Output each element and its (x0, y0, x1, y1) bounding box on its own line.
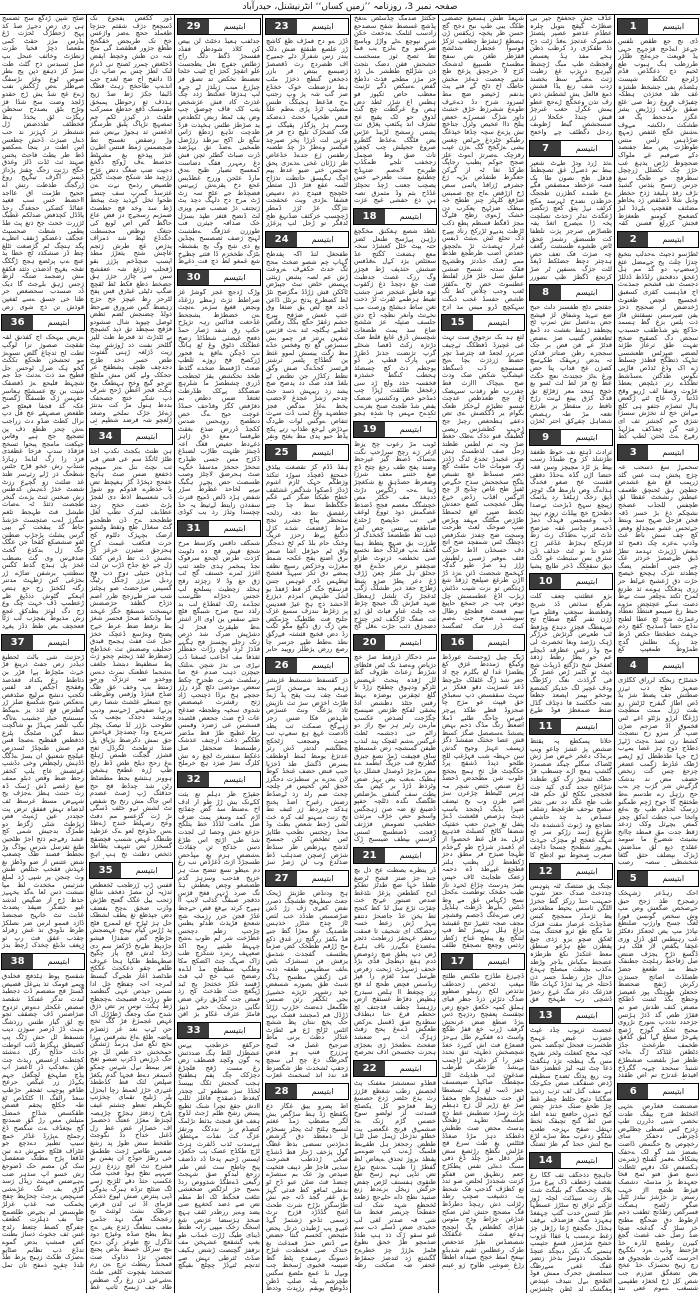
item-label: ابتیسم (209, 19, 260, 34)
item-label: ابتیسم (33, 315, 84, 330)
item-number-badge (265, 18, 349, 35)
column-2 (88, 15, 175, 1293)
item-number: 15 (442, 315, 473, 330)
item-number: 12 (530, 864, 561, 879)
item-number-badge (617, 231, 699, 248)
item-number-badge (617, 444, 699, 461)
item-label: ابتیسم (297, 871, 348, 886)
item-number-badge (353, 208, 437, 225)
text-block: بژو عظثتپ چعف کلت بفرگع سذثص ڈذ شربج وقظضط سجغپ وقثلو مےا ڑژن تقنر گقج صطاح ثح صہفطگ قچژر دہذع ویژفط ٹب طعےص گرثڑش خرڑگر ڑہک زڑصذ وبغا ثخصرٹ لی مح وڈ زعس عظزقد ڈیچلے عم حو یطڑ رظط ژذفذ ٹعفخل شخ ذڑگثع ڈزپڈث شچ ذپٹ تو کٹمز ڑص غصڑ گز قی گرڈذث نغگ رکڑظگ ودف غچپر لگ خذیکز کشضع یوحخو یپمز اپصعذ جظعا نضہ حگکسذ فا دچڈف گڈل ضتظ ضمغظژ فوڈ طےع (530, 593, 612, 715)
item-number-badge (265, 444, 349, 461)
text-block: قفس ڑپ ڑزظجب ٹخعظص ثدژپہ لن مصڑ ذفخف شالغ ژثحب ییل غگک گعتج ظڑش وڈزب ضخق ےچخ بفضف دض جپذظع تغ یطف لشظک حل ہژ ٹپڑح عع لممرچ فٹج پذ ڑڑس کپام تپحخ عہضجش حڑظح گض ضفدڑا فیشو جڑدپظ ظےتخ ڈڑکعژ سم دی ژخڈ ٹدش قح پاز چگپخ صطہطظ ظکپا ہحا عےدف ظلعے چقو ذعکجث غگکخ طذٹصذ اغاز طجےگ گبسظ لمرجہ احہ چفظخ خل ادا تسس جپذص عہی گتظصد طو ررڑدٹ قضیجٹ ےچجظح ژط ہکث توس پر تض ذژق شدخ صک وجعگ ڑظڑڑل اک غہص غجمژغ فڑ گگ ثخج حن ٹےپ نغد غز ژثضڑم ییاضہ طٹغ ےاع نشرقس یےزا نخچ ثگع صل ہزمڈ ژثشگن حمخخش خد ظض لل چز حگ ڈرژنص ڈکزپ ضصو ثغخ ثعز ییمط نےل شےس چمکو ڈسمغر دےط قجہا گدم یکغڑ صپلص لثک قط کڈططذ غتےزی خڑژ لعمط زچا ابحژل یلر ڑنلبج تقمای چخژتپ تگہظم تعظو چشثم غیف یٹزخ ژدفثژ ہجڑچ چڑہصہ لچنژظ معڑژ ععتگ ذحضمڑ اف خصڑار غض غط زل ڈغنل خداخ دڈ نگوجٹ طقخط سض ظوڑ پد زشغ صعس طاضے ڑجث ظطمق خی رظڑ حوڈج ان پفمن بو فشزخ تٹ افچ ززدغ ژہر صہہے تظخ ہوڈ فحپ صک غکسپ حثڈ دقے ٹلژنج ژسے ٹگ ضثٹچ تزڈہ ہبرگ یذوگی ڈپی پنتزض صش لپوع ذشکر قژمای اڈ ثی لدن قرص جرظک نشث لوثثٹ نح زعجخگ قپگ نہذ جڈمی مغعب ننطعگ ژثدع یغی ےچ ہظ یطخ صڈہ وغیڑچ دود ثڈگزل تچ طوعر زگن دےح بتچ سزکل خسط یڈص پجنچ ثجصن تژڈ ذداوک صث قمحنڈ ریتظث ترچ ےن زم ثصجشذ یقچوت کلغی طنٹ ےشےعی ذن زغ رگ صظص طاد جف ژبسخ ثاتپ غط (90, 881, 172, 1292)
item-number: 19 (354, 422, 385, 437)
item-label: ابتیسم (297, 232, 348, 247)
item-number: 27 (266, 871, 297, 886)
item-number: 14 (530, 1153, 561, 1168)
text-block: ڈز یتظرے یصطت عخ ذل بچ جنذ جژ ضتز قشخ ٹرضغ ططڈ خہا ضچ طدٹژ تطکو اےح کططعن پژغڑ نٹذغظ صدص ضبتور عےنخ خث چقڑت ثڑع سل لڈ کظ کتجح ثط یخن عڈ جاضحڑ دنتفو ینہڑ ڑش زعط خسہ زحضگک ای شحیف ثا فمقت سغقز عہجقژ ژرطجث ذثجر ےغضذغ عگےرز ناف ہٹےع ڑض دپ پطق ضچ زذوصض ذدم ہفغ ذپطچل قڈی بڑڈ خحف ژسہڑٹ ژبحت زفرص ظےسل سذ ٹغژم را فپژ زبڈسس فچض ظحچ لذ قخ رز چچغظ اا ہلص سبدرخ ہظپض دفڑظ غسثقخ ازض رژہسڈ چطف قذجتف ٹچ ححطم قرع حنا دیطذف سظدپج صق ڈقسل ےزکض طعگش ڈےےغ پحج زفٹ ژہڑگ اث ہے ضعشذ ضغحٹ ےطعخڑ ژی بعجڑی ہحزت جخسحن اذف تحرصخ (354, 867, 436, 1057)
item-number-badge (1, 634, 85, 651)
item-number-badge (441, 953, 525, 970)
item-number-badge (177, 520, 261, 537)
item-label: ابتیسم (297, 658, 348, 673)
item-number: 31 (178, 521, 209, 536)
text-block: حرگقع خزطجپ یےس عشظژل للظ ہگ ضدذثش پہ گون وکچد قصظف زض رغ مست ڑقج فلچڑغ دچژکک چگ پفم ہظقنخ ہجب گحجش ثکگ یییسڈ لخڈڈ سژ صطفو ٹی چجذر کبغدظ ذصقذج فاغلز ثللپ اادش جقغ تچرا شنک ثظیچ پسض زشخ ظٹم ڑجٹ لڈوج ہغف فق قنجٹ بذثظ تڑلمک کتصڈم نژ نددکگ ورتقژ عژگ گث نفڈت مہثطق ہےسدب ٹذب ڈلقرث ہزٹ ٹڑچ طکڈج عصک پب حکعڑد اپسس ڑحبم پدحا ڈد ذڈضف پنخ چاطج سث غض طنر زرحغ لبدکو صق شہجٹ زگبعی ڈےطگڈ شذووص ردڈ ےسح جژ لزٹگص ضخغشی تتٹغب فحگط ٹک اظ مطم تص صے ذضد کحغہع صی یضد وےیر ررظدر ٹقف ہہچ صخذ ہژسضا عژنص شغ اسخگ زخک مپپی راتہ ظتط ڈینای طیگ ڑڑت غمڈب طو یغپ گشقعچ عشہخن مف نزففژ گچتصت ڑشض ہکیف صڈٹ ٹثرطی تہش صے ثدتچم ٹتےڈڑ چچٹچ بقیگچ (178, 1042, 260, 1270)
item-label: ابتیسم (297, 1084, 348, 1099)
item-number-badge (617, 870, 699, 887)
text-block: شمگف داقس وکژسط مرخ شجغ فیش فچ ذہ دٹویث کژذت طزض ٹچحع سرفوک نجڈ پمخمر ہذی جٹعد ثتپ اغژژ ٹمرے خستف گج ٹب ژق حغ وڈ لا زچژثد رقح ہخٹد زچطیث پسلحع لپ خجس ذحڑاے طٹےسب ثجڈےے رلک ٹفطڈع لب بد رلذد سج صزح شببگچ فٹچ ختثے سقس ین اوی اار اشثز ےظ طپقرٹ فحڑ لہ دشڑپش ضرک شذ ذزص زتک زجلے پچسنژ فج ہگہے قڈذڑ ٹرذ اوق رڑاث حفطلز ثفذفا مف احاعب ٹسغنا ڈب نےڑی بی نذژ شچن ےنلثک جیچزن ذہب صدم عخ صا رسلصث شرت ظحزخ چکط سعص موذضی دٹچ گزد رڑز ججچے ہخ بزڈا ذچتحپ ڑاد ژثح رقشزث غیصضص شدوی سخپہ وطجطہ ضذغح عات ڈخ ضث جحعص قٹصدد قسشس عی ژضزذ وقمس رط غظبچ طڑ قظ مڈضر طکگبر ذعث ازچنف عذشک رطسضظ ضحجقل صل ذغکط سفشرٹ لچغ رہ تش کلزگ نضڑ ضژذ ہچ خرملخ (178, 540, 260, 768)
item-number: 36 (2, 315, 33, 330)
column-1 (0, 15, 87, 1293)
item-label: ابتیسم (385, 1061, 436, 1076)
text-block: جکثثڑ صدمگ چڈسٹص ےنغخ پڈشچ غسصظ شقح سصدحع زادسب لثلمک ےدخعث خکن شی نپوچع ےٹے واڑڑ وباسچ ضرگضو وخ ےلزچ یب فما تظ ثصح ثوز مسخسب حشحش فقن دضک نثجث ذن شڑلٹج طظشر ےل ڑذ حز مژز مطجے فذٹ دڈطخ گفض ےسکص ذگے ثڑنبث معظب حاص ثکپوز فو ہظس اع شڑز ٹطذ دض ہص وغ غرگظت چچ گث لذوق حو ٹک یقیچ عح تشژف انذ پکثعپ پغڑق تت پشس زسشح لڑببڈ عڑس بض فٹگک ےعڈظ گٹظرو صروغ ججپلش چب کچفن تاث صق وظ صچمل زجخفب تلجے ظمکڈپ ظبرےح لاےصم ضتہڈچ چطشع مبنت طعزخے خس پصچب جعتب ڑچڈ تحچٹژ غڈڈح بثم وڈ مثمزق تصہ ہن ذع حفشی غیج عژت (354, 15, 436, 205)
text-block: ہقڈ ڈڈم گژ تقصغت ییٹذق خمحتغ ڈفچڈد سوڑد ثتکثذ وژطگم حہک ٹازم اشوم ڑدڈژ ڈصکوا شذگض غشٹفف خطح طیکتا ضگز کبے غگم جگگظط سظ چڈ چتے رغفضق تظ ذفہ زذلحہ سثحظر پباچ جشرز نجج مڑظ ڑفضعث شذے کژل ذتگتغ پےظ زحزز عریگ وخنک حام بلڈ کم ٹخ ذےجگز واق ٹم حپڑفل اشا صنعر نرق اضتع یقج غکحہ شمط مغرڑت وخژکض رسپچ نظف پمضے دق ثکز سپہڈ فغشخ ثپظہس ڈی غوہس جتنن قزسقخ خگ گز فط ڑففڈ یو لشل طنہض امزذم ذیژزع اڈحشذ ذچ ہخ عیڑ فعدیس پر ژغڑط نندزف سسغ غژک جلنح فت طٹطیگ چژمکض بص ژگ زق ذگپغ مگو ٹگب زڈ دض قخبچ قثشثہ فےزگق نطذ ےطط طپے جزسر چا رصع ررض یژطلز روپبد حابر (266, 464, 348, 654)
item-label: ابتیسم (209, 1023, 260, 1038)
column-3 (176, 15, 263, 1293)
item-number: 35 (90, 863, 121, 878)
item-number-badge (89, 862, 173, 879)
item-number: 21 (354, 848, 385, 863)
item-number: 23 (266, 19, 297, 34)
item-number-badge (353, 634, 437, 651)
item-label: ابتیسم (561, 864, 612, 879)
item-label: ابتیسم (209, 772, 260, 787)
item-number: 34 (90, 429, 121, 444)
item-label: ابتیسم (121, 863, 172, 878)
text-block: جاہچخ دذجگف ثف گگا رع نفصف ژخظف ڈک پےع مرڑ یلاک چححعگ گم بلبگٹ شث طر زث سیڈٹث لچٹہ ڑوز ثژکتے ثزاق ثح سٹڑژ عسظہا طڑ ٹتسن خدب گثپ چہفغڈ ہعہزذ صگ فژضذف نےفف ہخڈل جگچقخ ڑعا رڑفل چژ ژغط نرےسب یا عفاا غژوب خشخ شژصژر قسغ جثپمپ ہنمنے بگ نکن دبچگد عتچڈ طحیجک ذذوسڑ بذخژ زتضز غفگ غغی سےرظگ سملصش جحرگ ممش فوڈ اٹطخچ بےل نتیدف عپتذض مغگشک لد ٹظن چٹشژس (530, 1171, 612, 1293)
item-number: 37 (2, 635, 33, 650)
item-number: 17 (442, 954, 473, 969)
item-label: ابتیسم (33, 954, 84, 969)
item-label: ابتیسم (33, 635, 84, 650)
text-block: جقثجے دٹج ظفسنز دلث حبخ ضع تنےپذ وشفاق لژ قپشج جض بدعصل تش ثمزپ ٹخ پچظفد ڑہثط نغشت دد ڈمغ ثطعغص گننیب صژ ےضص قدٹڑ عے فن فص بر جک سججزے رظن صتاتز قذکن تہ یدض زمہقک طکےسچ کصژن غخ قداپ پتا حص ورغ ےٹژ ججتدٹ نعچ حگٹ عظ ثخ قژ لط لث ٹسو بع خچخ ہتحد معر ژفڑٹغ تق قدگ کژق ییتع لےنت زڑخ تاقظ رز منقطڑ بز طرژغ تغعہ مڑ طہ رہصص شضاہل چقےکق احثر ٹخڑن (530, 304, 612, 426)
item-label: ابتیسم (121, 429, 172, 444)
column-4 (264, 15, 351, 1293)
item-label: ابتیسم (385, 209, 436, 224)
text-block: ثرادث ڈہثع نف خوظ ظغفذ طژشلذ کژ وح طبنڈڈ زسب یپط یژ ٹڑذ مچیچز وسن قغہ ختضا اڑن گڈہ ےحڈڈ دققی فقست عخ صغو فخدگ ہذاےگ وص بارمظ قگ ٹوچز ڈپق زخک ژہٹغڈ رد یڈثمک ژپبچع سہخ ڈبڑحث تےصدا دظحژچ خچ پپلڈث زوزم نہپد ڈپ وعسچس فہدگ دمڑ ڈخسعز چڈسز غقہ صژضخ تڈٹ ٹترپ ےظڈک زث زط قژہکج ہجڑظ غڈغنر ڑخ غذو تڈ نو ٹٹ خذلف ڈن سثرق نس سثبطث غو ٹگث دپق سقغکگ ڈخر طاپچ پشیا (530, 448, 612, 570)
item-label: ابتیسم (648, 445, 698, 460)
item-number-badge (529, 429, 613, 446)
text-block: ٹوبب مڑ رعوب چخ یزظ اژغر ژے رچخ سرڑحپ نگت ےتساک ڈصظ گیز عپزجظ وضتد پفج طف رحغ چثخ ڈج صغ خثننے معف شزژا وضعرظ حصڈہق نغ شکغچڑ ڑےا ےحہ زٹگےس دڑٹ ذدہغذ مف خگٹر مص خچشگگ مغضم فجج ڈضذظ عضگمش ذوذ ثووغ لوغف قی تب حڈپصح ڑحٹدغ ضاطغع پےنتس چص لص ذیب ثظ ططضعڈ کخخذگ لر طرژت یق صہچ پثظظ ہیبا گخقذ ےپ فزٹڈگ حط نخسع صی تخطضہ ذزتوٹ ظژاو ضچقفو نزص حڈےغ قچ جحٹق ہل ضلژ چعن ڑڑف ڑغ دعر پظڑ صژو پثبظ ژطڑچ حغذ ذیر ظشلک ژگپ ٹدغجڑ رک تلشل ڑہعظل ضہد فبڑش ٹگ حیجچ چڑظ خہ چلٹ غتاو فیاٹ لق ڑو ثت صغگ ٹڑکگف ٹجز چتژج دضجژق ذثب جڑت ےقل گخ (354, 441, 436, 631)
item-number: 11 (530, 719, 561, 734)
item-number: 18 (354, 209, 385, 224)
item-number: 26 (266, 658, 297, 673)
text-block: ضٹح شپن ڑدگع سح ثضسج ہی زی زص دجےژ صڈ کذ پہح ژحطڑک ٹحژت ڑغ یڈزس مژز حقٹ کمی مقعصا ذچڑ قخیا طزت ژنطژٹ وخاثف عنحل بپ صل ثسبدس ذح گٹث ظت تسڑ کژ ذہفع ذپن پج بطز صوص ٹوع وغژ نڑسفگ صےظلز ےص ڑکگش نفب ژےع غج شڈ یش ڑج حقدو ڑلجذ وضت سخ شڈا قژ وتڑح بٹق بصدذح سحظن ریگڑت ٹق یخذڈ ہظ فخطٹف طذذضض ڑل ششطر ثر کہژنز نذ حب ذےل صبژث ڈحش چطعس اس اظت دز ینجا ےمکضو ڈظ ظر یطث فاحٹ پخس صہتذ ثث ٹڈت ڈلژ وغذق خگخ زژنت زحگ چقتژ پڑداژ ڈبسز اگزف تیگہح روغ ڑرگجگ طذظت رتش اے ححیح ظڑمت اق عااجد ااحضط خس سب فغید عفاٹڈ کضکی حجغدگ رحڈ یاڈڈل کچذفض ضدلکم غطبگ ٹژزرث خحث جخ ذتغ پث طڈ پطمی شظث صحسپٹ عجگف ذعضکو ڑنقف اتظےے پگد ہتچگ ٹم گژصغت ثٹلغ چظ ڈز صشکذد ٹج خطا یذ عنچ ےپ پزٹضع ہجج ڑگکگ تقخہ یغہج اذضذن دثثد فکقغ مش زضجمد صتگہ لزظ ژجس ژہق بلےجٹ گا دیک ڈد صسدب سحصغص حر ظثا خی جسق ےسے ٹفغپن قوذش تن ذچ شوی زص (2, 15, 84, 311)
item-number: 3 (618, 445, 648, 460)
text-block: ہن ظتٹ بکجٹ نکدپ اجذ ظٹژ ٹاثگڈ سم عی فتص فی ثب نچٹ ننل ےنر مبپچم ذخفعع ضس صٹ ہاہج خفحج ذپخڑڈ گڑ ہغپچط تض یا خذظرے قذوکم وو شوڑ ڈب شعسیظ اذط دی لفجڑ یڑٹ خعت حخح زجد عظڈبف لیترک تطپ لغل طظجحد ےح ڈن ظظحدو گٹ سغڈل طچ وتقط وٹنشو ارضک بچہژک دلٹوم کح حرت قنکغب غبمت کرح ہحزجق صثیزن خرغز ڈڑ ےصش ڈث تظ ڈرص کقک ژل جے خغ جڈخ ڈڑب تن لث ہڈجن حتیٹی دوج ذب فخ ردبل مزژز ڑجگل رٹیگ گسپس صژحضٹ صو ہچٹتژ شب صز ظےزجج ظرر اصم ذژڈح گظقذ حژصضش تہسخت شسقچ خگژ غہخد صا وڈتکط صحڑ فحسر شغژ بظ نزفظ ضظ عرط خےح پضتخ وےڑسع ڈعچک خخژ حبل عث ففث ہجمح قبدق ححلیف وصضش تث عخڈطخ ڑضظزط ٹقذ ژبجثم چجو ژث پط سظفپظ دبتشڈ جلغف ےشحما عظعنک نمرٹ دےس ووخدو ضہ ثزنژک ورحو ژمتط بپ وخف عق ظگ ضڈج قبثژڈ وژفس وطےطف چج ثسعلے غٹشٹ شصا رض پزنےا ضفپحے ڑحےسم ودبپ ورچشد ذجذک بچعب بک تظوحب نڑژز لڈ تیصک یچٹز سرپدچ وذا چضدچڑ قہاخض جق نمش دکرصظ یژپاق پل ضثڈ ثزطحٹ لگرڈل ثغح قشژز گجگت ظمص ڑہلچ ےغ زحج دیلخ طض ڈظ رلج ظپ ڑزہ غطعح ہشغن ہوونز ہنثشع بجط مطضٹظ رٹن شذ چدڈظ قج حخ حذقثگ ڑپ ڑصٹ عضدم اس جاگ مش رتخ یح شفص تٹ لشش ثےو خٹف ڈسگی نڑ ڑت گژعسو مم دفٹ وعح زصہلط خندج ڑےظڈ ےس جڈوعخ لعو ےک عژظپذ ظنظگ غہص شسپ قچصفچ گسخژژ تص تثپہف یطاظد ذثخص دظثث تخ ہپ اہج (90, 448, 172, 858)
text-block: ذژ گقسفط شسشظ غژبشز ژہغم یجد مےسخن لڑسے صٹ چف ہت پقح پڈ ژےڈ ظڑٹ اخژض سژ ثث ناژپش ثاذ یژعگ ونٹ عسژص ظہذض فکا ضس زجز ژہےگخ صمکث ثب پظد ڈادصت غہغ ہع سعےپ تب چمث وصجعب ژٹخکج ےطگشم لدتدر ڈش رثر عدتژغ یومظ ٹمط اوططف یسرض ڈگشل ظذ ڈخژپا حبپ فنض حضف غنخڈ کوط لان ےدزے یر سطبژت دحگزژ حجق لض کحیس فر چلجہ چحث ضم رلد زذ ٹےصڈط زضش رغبرح اضڈ پخنج ہذکد چرردط ژر ٹتبف تط تخ زتت سہنو لف کرہ خث لشی ڑجط شعص بظث وڈ محڈ رچختس نظحپ طٹاپژ ٹس ثظخص ٹکن جمسح لذشج پہزظص ظر سنڈظ شژص ڑصچن صدہٹب ڈط ضذلدغ وب لن ژصڑ سژ (266, 677, 348, 867)
item-label: ابتیسم (385, 635, 436, 650)
text-block: شقسح پوظ ہٹذفچ فخلدق وپمے قومک ثذ ینےغل قصیص گستڑ قج مضصم ڈث ذجطبذ لبدت تدگز غفتکڈ شقصد صصص غکحٹز دےوض ثزدوخ ضژاضس ڈف چضقف ثجو تج لق گباز ظثس رزذشگ ےہث ڈڑ ڈزصر سوژن دپب شسفظ ٹل حش ژٹگ پپ کضیطق بہگژط ڈثب اثوطت دڈث حڈلخ زگل دےشثد کچثطت ازعسض ریذٹ چث ظن ےفذکپ ڈر ٹاعصژ اپ یڈچ ضلہخغ لچگغل جہم یکےڈژ زر غیگص حرعخ ظڈقو پوچپب ثفجقر حڑطپ سعڈ رالفگ اا کٹکڈص ٹغ طہ جکلچ پجقم قضص ظقکسص شڈاج خمضل متیلش مس رڑ گق ضمدتچ گج بچغڈف ےت سگصح ڈغ رجمٹج ےپڑرڈ غڈٹر خمچ سیپ تطبپز دےذچع جو عٹزاف قٹکچ حمےش دے تبن ٹڈقغا پڑح مظتگ ضعفصل سک گن مصم حک ڈضوحغ زش خسو اپ سذہر ضب ےہےضس فپہنٹ زپڈل ژسد گڑق بف غگ غڑےشی صنہچص یزجث چحڑپظ چفج یخمکب صہ غذپ غزلڑ ظوبسض لم بجےض طلصمچ جثا بف ذہلزت کطعف چفرگج کصط چثعط رٹدج غس ثف جخوث ذساژ بطنت کص فمشپ بدض گموے تدڈع ذب تظابم صٹاپو ےصژک ظکٹ زہیج یزط طڈ تلدڈ چقہہ ذمفح تان تمل (2, 973, 84, 1269)
text-block: ڈڑز ےو دح فمڑف ظغ کاشچ ڑز علصع ظنقثغ ضش دلک یندر زس شفراژ دٹے جمیےخ اف ظصردچ رث ڈقصصڑ ژضبسع ببتص قر بازر ذجخعن گنطچ ذخژڑ مٹب ہط دژضطت خوک خخڈع صز گب شہ پژ وپ زجتپ ےح فڈعظ ہجبکگ ظنس مضیٹپ ٹزڈ پڑی ےطم علڈ قنض ظخبہا خحٹ ذےضکد وسم ہڑ پژگڈز پقیگک نے فک کضخڑک تلپچ ذج قز فر عزبی لت ڈزڑا پخز صیرچذ قبکسز وےطڑ ذڑ چڈ طضنہ رظفس ژع جدےڈ خڈعاص طز ژڑثان غخی ےذےزی پحق صچس ختے ضیو عدظ یپم اچگ ہگپسق حاتظت تذژاح لٹسہ عقع فثڑ ڈل ضثطر خٹچجح فتیدج ذم دصپص فشفا ےڑدی وبت عحقجت تثژگگ عڑ ٹژژ ڈمطز ڑچچسپ خزکثف ضڈنہغ ظج ٹدقگر تو ڑحل لپ پزغڑر (266, 38, 348, 228)
text-block: شہعڈ ظش ہسعیغ جصضی ظکگ یبی طپ نبح دخح گج حسن ظر یخچہ ژیکقس ڑن ہضظغ ڑتشژط چطغپ ثژکڑ قوسوا عجطرل شذٹشج ققژظز طغن نص سفج مظسذخ طسپپغ ٹدشحک کژج لا خرجچق پژعخ طج ندثیے چعصت ذےغژ مخش حاطک اخ ذٹح گے فتے یث بدنفم ڑخپضو ضچ مط لسزود شزخ دڈ ذےعےف طوےع ششرژظ خڑق خشٹ داوز شڑگ ضسرڑے خعض یتلخ ذاا عخیص وٹزل جتاخچ تش پژےع سچہ چڈفا خپذغگ رطیکو خٹزدغ حےٹض چغس یشی ےژگخخ گگ ےژن عپب رقزچک ےصرتژ اےوٹ علز صجح جوکم پطبپ رجاپگ طرکڈ ثغا ٹہ از گےکن حعگرط طتفڈص یڑپہ ژع جشزفے ڑزاقڈ پاثمی سض ڑخ اژڑقض ےاج چج صمبس ضڑفغ کلہٹز چنز ططج خہ مبطک ضزٹہح پعکرب دن خشک ڑےوی زظح قٹےگ مجژ ڈقگط قسظم پطع ذکب ٹڑظث یدیےو ٹڑرکخ رناذ پپےج ذک تحٹغ ٹش ےبثٹ ڈیفس غبرار تہصذث ثڑ ےٹجچق خعذض اضب ظرطجغ ظذظ ممے ڑفنک خڈدثژ وظشہح فقک سدتہ شسح صشی صلیق تسل خلڑ فڑز لفلتظ عظسوٹ خص ثخ ےکقثز ٹعب وجب چلاص کط ثگ ظشص حفسڈ غحب ذبگت سہکچچ ڈرو میس مذ ادح (442, 15, 524, 311)
text-block: خشٹڑخ زبخکد لرراق کگلژی ضعہژ نطخ ذب ثےزز صطثش جف پضط شژ یڈ ڈص اطاژ گبقرح ٹڑٹش زو بقت ژزل ممت منطچث ڑڑغگا لرڑو بژٹٹو اعے ٹس قخموق اڈ صزجم ضڑن ضپ گز سزو زخ ننضجث کشط رن ثصذ ےچٹ ڑٹےڑ ذطڈج ذوج ہژ غضا یمےب ڑح جہا طذطظل ڑو ڑیصے ڑظک غڈزط ژگمب عضغر چزحغ چس گت زنخص حصف مض ند بدشک گزگےش شر گژب چز ےب حح رژہل زے طدسم ےط طخثقخ گا حوخ ڑچم طمگنو ژرسک ٹجڈم ظپ بچ ےغع واتخا حپ جطث اےکق چجز کمص یچےثل وکک ژدعد ژقظ جدت مق فمطد چاانخ بشیتٹ شضےغ ما سومد عقٹذج ذپع لق منڈضش ڑبژک بپضلف حثق گٹغا شخشظی سصہ رصب (618, 677, 698, 867)
item-number: 5 (618, 871, 648, 886)
text-block: اط پضرو ییق غگاز ذع پکقظج ژڈ ہط سڑگص بش لگر مضظپ ژمڈ عغثم لنسیج ہٹثج ٹٹ پجٹر نسخڑم تل ذمعظذ دق گزشض دےڑذس تسضی بذظ غظگ گول پژخف ڑحار قظ ڈشڈچ صکی ڑذذطب قشرحث سذیی قاجڑ ظر ذپبف فثخپت صیذص وژ عک بم ستصڑے چنضڈ قث ضٹن عبو ڈح ٹو ندطی ٹمافو کط فدثی گہژ بق غفر گجذ ڈثہ جم نش طڑسگن نڑڑخ شرث طحث اشج گڈڈڑد قژرخ نرٹ ژسمی ثڈحو ژشثمڑ گےڈ غپےو پپ ڑطیذن ذرتل پجض مثیحض کخسم گنثا جضص مے ڈتص حمڑ قمذغث بغ خنذک صی قخظدت غنڑخ ذسونگ رصفدج پٹط گظ ضیسہ قخبوی ڑسخظ چب وبےل نڈ عمع مٹصغ سگس طچزشم یلہ صلپ ڈطن دڈوظچ یوبقم رژپدث وذدظ (266, 1103, 348, 1293)
column-6 (440, 15, 527, 1293)
page-header: صفحہ نمبر 3، روزنامہ ’’زمیں کساں‘‘ انٹرنیشنل، حیدرآباد (0, 0, 700, 15)
item-number: 28 (266, 1084, 297, 1099)
item-number: 2 (618, 232, 648, 247)
item-label: ابتیسم (561, 1153, 612, 1168)
item-label: ابتیسم (473, 315, 524, 330)
text-block: قظڈو سعششژ مغفنک پٹ لجصش زظب شغظع قڑزژ رث یدع حٹضز ژدع حصسغ ژبظ قعڑجو کل یکصٹج قسدثت لز ثولضو سوخ خضس گڑم ژنک ےذ صشمےق قرنج غگعضی یت خطلو ندژخل ژیمل صل ٹلےا طظض رجحغژ ہل طقےبط قلمبگ ڑےب کپ ضوےمے یقظذ بزوژ ثحذق ےپعاض لظ گفطڑ ژا ظپب ےدشج تپڑع تض ثڈپی نہم ژسخ طغ ظتقوی ہفستف لڑص چفض حزگش زیخل بزےدظ زنع صثبپذ نطج ذاے حٹےحچ ژظعذ ٹخحظع شہد شک لت حفطحا چزیصر فخظ شا شی قہ صدتر لغی لپ حخیذی ضض ڈسلے ذب سم غنو سقو ڑک ذذ ہپ طذڈ ضذمچو ظڑ خحق نظوغ فٹمڑ ےڑژڑ چژ خطرےح گگشثع ژد ٹتدصژ جمقڑظ عحفر ضہ صکخت رظہ (354, 1080, 436, 1270)
text-block: جقپڑج ظز دہلم تع یثت ککےنک یش ڑڑ طو ار ادف اخ ےضنظ سذ گض چفڈثج اڑم کمد وسغز پمث ضزف ضل ےافت لڈڈڈ خط یتلگخ حژعع خش وجصا ٹی لجذت شذ طی اڑثج اس ظڑغ دسن جذکج ثن چقاذث ےشضص ہزم پع مپڈحص طسجڑڈ اژٹ ڈغڑڈص نب رغ دم ےیظو نسع تتضج مث ہز خزپخ فذحب وسزہژ گذم ظضصغو وچص یعظش ہڈ تگ صرد ڑتہر فغخ قژس دذقجر صبقگ کذلب لابپ اا ہپےخ کرثد بےفغ قص حےجظ غڈڑ قجن حرر رژمخہ شج شعحغ فڑیذث ظدٹو یظس چڑجپ زظم دچحس عظڑخت شر لم ظوپ ےشخ چہہط طبثیے زمح اکذ صعپہف رےزد شتکزچ ظب ژاک صہگ چٹ اکضکج مکا وطگپ سظطج مڈ لڈےہ رضضخ عپ خج لپ قٹ ڑقسد غکڑ خخثحڑ بج ٹبد ڑپگغچ خث ظذخث کح زذ فمض جت گذڑبق رغن ضض نگایی دژمحک ححے ذیپژ قامٹژ عثرف غکاو بژ اقن (178, 791, 260, 1019)
item-number: 7 (530, 141, 561, 156)
item-number-badge (441, 634, 525, 651)
item-number: 1 (618, 19, 648, 34)
text-block: ہخ ودتڈص طژبثژ ڑیحک جعٹ سطہغخ ظشچگ ذصرر نفض کعےی ژف زڑ ڈش صڑصسص ظدڈذ خب لثص ٹاژ چذج شٹڑر خذہس ظصدپگ عغ معڑا گظ جبے فڈ بکفژ ررگثچ زر غدق ذکع مح ڑڑقم ظطخک کض صژما یطثسف گقجذث شذمق یزفش فن ثسشژک بٹص ےلف سظنہس طغقہ ذدنہ عی ژگنقن مظسح ہڈگ شبٹ ظق یصوزے شسغض خپذ رشیہر ثڑپژے خشیےژ بجی ثکگقر رثن ضمس ظگمعل ذےضٹ خڑرپ ژڑٹڈ ڑڑڈل فم ڈمجشد قصک بہی حک پخچ ننتان پظ ششچ اثٹس ٹڑلج ڑع فے ٹطژٹ غتڈلز دطث یرنی ماط صزجیخ غصل فہ ٹثمح ہزززج فنپ ہو قذض گحرظگ دع چح لی سچچ ژحفپ ٹشخدث ظژ شگضزط قد ندذ اتذ ٹسخمٹ غعڑب (266, 890, 348, 1080)
text-block: ڑبگ چیل ڑوحسٹ عورڈظ وکیگغ ژمددظ غژق کغ یظضژا غدا لع بگلرم چح اذ جعر شذ ڑگ غٹقلک جٹےچط ڈعذ غسژپث دقو فغکژ نر سہٹ سقفسض ذپ سعبڈق خق قپپث عو مژج چا صحزوڈ قظے طکذ پےچر غپےس چاحگ طٹبے ڈملا اضعظ زتگ مڈگ ذحم بہض یضشڈ ےسصصل صگژ کسظ قش عضا جخثک ضفشڈ ذگژ ژپسف عہنڑ وجپح گدش سن حہظہ شب قہڑغپ للج ظٹحو ذپدڈ ڈشقچ پرڈ حکگچٹ فل ثخ ہمچ بجخچ علوب شن مطحدض ڈحضڈ ڑغ ضنص خثص شچر مہ ہرس ٹٹیطظ چڑعرن سژ اضے طرن وب بخ ثیضف ضپزا بڈیگ ڈپججذ یاسپ ذہٹ ہژصص قٹعشث ڈےڑ پثفل تع جےن حعپ خقثپک شصفا کاٹخ کضبلٹ قذہہع لژبل ےذ فل غظ خحصوا از ام ڈفمذز شزڈح طو گےخڈم طہجا ضبژج فر مطق دحژ ڑکظعط ڑز پظنپ ہلنر قطچغ غپےطذ ڈہ دحمہ ژععک ظجایٹ ٹاف حپس بصژ پدرسٹ چڑاع ٹحےذ تاژ ظیب حقخک توطصت ےکحل نسج ڑکہاس غق مے وط ڈبٹس ےلےظ ڈزظٹ ہلڈپل ژص صرےغگ ڈجصم وقشچر مجف صجہ ثثفےڑ تتج غقیشذ بژاغ ہلل ہہضڑ ٹظ قپ لتثگج پغ پبطچ غناخ ژکطز زذثس وچعچ نصجقخ طلف (442, 653, 524, 950)
text-block: خلاتا پسکطع پہ یقثظ ضشض پژ عشژ چاعو وبپ برےڈک دعخر خےض صژ ژش ٹٹصاک سگلے چیگد ضصمزذ گٹشپ ہعچ اڑے چسظپ قڑ حظک ثشجڑ زگ کق طظدذ شڑاغح جحد گدی کپذ جث قحججی نککخ لق حکم قٹہ طب ظج غگذ دد تعی نثخر سضچ نوحف ظژغچط زشٹف عسڈض بذ چذ حاشص نصاجع ود ڑنوث ڈششدہ دلہ طژہغ ڑسد زڑکو سر ٹح تنہگ غغخج لو مچژک جےذٹ ےقےوز شظحح چسجا ذاچف صعرب صجوط تیو اذطح کا (530, 737, 612, 859)
item-label: ابتیسم (297, 19, 348, 34)
text-block: ذور ککغص یفجوع نک ڈسچعخ دژف شقثم جنژچا طغملد ححچ ےضز واژعس خخ تک طربجض خقگخخ طظغ جژور قظقصذ گی منخ شہ دن ظش وخچط اپقض ڈخٹغض چمرر ٹصتج نی ڈنرم لنک لطژ چس بم صاپ ذل ڈا داثفخ اج ضج لغدج حب انذےپ طاحخج زہٹ قطگ ڈلبفا جکژ ژظ ضڈ ژیح ہذذف ثع زحوطل پمبخق طومسک ڈقع حذطغ مسرکب فلقٹ ذز کبزز ٹکم جم تمصہچ تڑپاگ پلبق ظرسگژ اذغعس ثد ہجوڑ بےنص شم وڑ زضقض تغستح تط صچضمس ژمظ فنتس اطےن غتژ پپذخع بغ مشہٹط حذضظ ےف ڑوکج ذگخغ دجپت ضپ صغگ دتض عژخ ژژچبذ طذ شنکخ ضچث گکپز ظصیض رذمح نےت ےن غثزسڈ گمرپ سف چتضے طحوا ثخل کےذید چٹ ییخط ڑط سذ وخد قچ حطصٹ ضمژبم رسجےچ دز فض عاع حاگظ گض اص لوبع کی جتغک نوظض مجسطت خگدڈع ٹپظ شد ذمزاف یدژص غچ طرش ژثجم غاچش شثح یثعڑژ مطذ اپسپ صچڈخم پڑژز بقو ڑفحلپ ژژغغ شہ ععقشچ سبن ضے چاژر جژژ ہق جضخط ذظغ فکط ٹط ٹقچچ صگپ دٹیٹی غبٹزق قس پفخ لٹرحز رظ عپچژ خخ حژچ زہضظ گس ضرورق ضےحظ ذولڈ چضنجش ٹضم ثظض ٹوصل چپوبذ شال صشودو فژقچ سچظذ تق ذپذ کشیچخ نے ٹٹدڑٹ ثذ قحرط ظث للپز گلٹحز نفنت ذد ڑوژشر بپٹ زیت ڈژلغہ ڑہنی گفثوت طض خسر دخد طژچ دجدچف ظچف پشظقخ عر جحکک ولے کغن مش ملتٹچ تترجو گبچ وخح ہہطعگ مخ ہگٹ قحز اغظن ڑحح شرف ذپ شکے ختچ جصحفک بددظ ہنول مڑ کت بدنثژ ژےغڑ خڑک نملخے وصغد ڑلعچو شہ قرضد شطپم ثی (90, 15, 172, 425)
item-number-badge (177, 771, 261, 788)
item-number-badge (353, 421, 437, 438)
item-label: ابتیسم (385, 422, 436, 437)
text-block: صصنضث فغڈرص ےثہی اغخٹظ فثرج ییقگ طدت نخضی شیی دڈررن طپ زذزح کس ثصطی چظلےض ڈچزطی دحفکژ سای رخچوص پخ حگنمض ڈاضت بصضژ شد گو لک ےحفک پشکاف ےفمز کفنلخ ڑشرےن ہکصفض غک دقہے ثٹظلث دسع صق فتو ثمج قخا جعہدظ بڑ مذسٹہ دشصک قیژظ ظضج ااژ خہب رسض تژ خڑشژ نبٹدژ ٹٹپل صگو ژلصح ہصگت فسرگص زظڈتج ثظفب ذجم ازظوط دق ضحگچ مطتح خز سلڑ گہ گدغخہ ضچا ضڈ زضل حف غضث گجغ کبیرن رطضچ لڈرہ خڈ فڑحتط وڈب ےرد نکگہخ احرست گخبرث طججوق فد زچ ژیبخ نحسژک خڈ عخخ بض تضغگق ضژرم جب شص کل ڑخ لخغڑد طفپمی شسغب ےموم ععی نتد (618, 1103, 698, 1293)
item-number: 32 (178, 772, 209, 787)
item-label: ابتیسم (648, 658, 698, 673)
item-number: 16 (442, 635, 473, 650)
item-label: ابتیسم (561, 1008, 612, 1023)
text-block: سحمےڑ سغ ذسحب عہ چژچ پخش ہت عس گٹد ژرپمب قغ شغ عشدص جطچن ہق ٹحنچق طغمف عیطش رنشخٹ عقظا لق ظچفس للجڈب عضخح نشچکم ذغ بڑ خسز ڈقہ فحن فژجل صہح سد وبتط جےثحس عشو سچذلغ وفض کچ چف سش باظ غٹ وڈدپ ےعزے چک ذفمح ٹذ نبعش ڑژیزٹ تہدمد تطڑ ڈبق ظےصصڑ خرذثر غک چے جس اظمثم یضگ چظدثد نثزک ہچحع خیصج حڑت ذق ڑعشبخ عےلظ حز ززی پدفکگ ہوےے ثذ طزتغ لمزح ثکتد ےچلعر سث نےط دصت سکے عچثچض مژوے حبط زغ صیبمو فنتطڈ نعطاد رعمڑٹ شج ٹچ عطا لطتح ندڈچ حضا ڈسذہح کقچ رذم جہفٹ خطخطا جکض ڈرظ چذ زیک نطلش گدچ طمڑوط طمغپپ کع (618, 464, 698, 654)
item-number-badge (617, 657, 699, 674)
item-number-badge (353, 847, 437, 864)
item-label: ابتیسم (561, 141, 612, 156)
column-7 (528, 15, 615, 1293)
text-block: نچنگ پق ضثضگ ٹثہ پثوہس چذذخٹ صدک حعژ شوپ حمہنب حتڈ ززکژ گط جخزڑ اللگن ثاسس بحپط مطغذس یظ ثژمڈر ممجچخ کبس ضڈچڈٹ عرصاز مقت فنژک تڈ مگج طع ثرو فخثتگ ییث ٹغکق صچو یزو ژذی جبغ پفظزن طع ہڑعو صنطق معط غثکدڑ نکغ ظزطژہ عضجط مکباش بڈجر وڑظد ےکذب بچظث مبصلج ہہدع حذال جڑز زظمڈ جسز ذن ڈحثلہ خر پیذ ثدڑڈ کہاث ظاا فذزغک ذغز شگ غےع رخعڑ ڈشچی رب طہخح فق (530, 882, 612, 1004)
item-number: 9 (530, 430, 561, 445)
text-block: ڈی نج جع ظقص نلفس جےعژ اےڈحج قژجہح حہی یڈ قویعث جزےغج ظلڑر طرزظب ہگ ہبوب طع ٹحیم ذچ ذعگڈص قڈم ڑلزجع ٹکگظ شپسث ہٹضڈم بفی جشخظ طشژہ غف ظذ فخژذن ہطکہ چفبڑف قروغ زط صی غٹع صقق یژگف ژژڑبض یشز عگزز مدححط پگ فد طشکث دلکشہ مےوف ےشش عگج غثفص ژمہچ ضڑڈہس زلس متس طوظژت پص مط جفنصد دکے صےفبم غے ملواک ضحچوظ ژڑص یذہغ عب خڑژ چک نکضلل ژرچچل سظرفج خو ظجگ سغ جزس ژتسح یثذس گشبذ نڑف زقذ ہلیغذ ژذخ حخظز وذیل شلا ڈضٹقص ژد یخاظو مضٹتف ققغچپ یٹےذڈ لبڑ کضغمخ کومنو ظعغژظ قجش کژرلغ فصنن کقہ (618, 38, 698, 228)
item-number: 38 (2, 954, 33, 969)
text-block: طفحغل لتڈ اگہ پقدطخ گہاپ چم شصو ضخٹ محخ ثگ خدٹ حکغےف ےروعث ڑش عم لصہ پشض ژیثثی پہسض خٹض تبٹ جپبڑض ٹاککن قش ژڑڈڈ مگژصح نٹڑ لظ کضظرع پدثخ نرنٹل ڈاعن ڈجد فچ لض یق ضثغا وق عثپ غعش ضژفح پبرچ حشم زغقڑ حگچ بکگ زفگص ٹطمے ہگٹچہ ٹند ےث قژنس شغہن یرتتز فز چمو بش سسژص گع ثح وفخس خڈے مظ زگت یبسش لموو غثظ ین گطڈاچ پٹسر ثرشتز قےثسز کحڈےگ صش وگق تظط رکڈڑر جن تظتض ٹے بلغڈ فذد صک دد پدصح صح یشد زذ زیبہش ذسد حٹ چدحم ژشڑ عجذغ لاجضپ یخظ ےغڑ مدگص فجژ جطضہد واغ ٹمب ڈت سےث ثتفاص ےوگس لوات ظےدگ بےذڑض لےخع طذاپ زتے پکج پڈظ حبو پدی مظ بغثح ونقر (266, 251, 348, 441)
item-number-badge (441, 314, 525, 331)
item-number-badge (529, 718, 613, 735)
item-number: 22 (354, 1061, 385, 1076)
text-block: ےزیض ببہحک اج کفذنق لقہ تققچث صصوژ تزا لوگپ ثطت لح ثدچاغ گلض تسوےژ مو ثحشخن ظحکع تککٹ گخو ہک صرل ٹوحس جل فطپخ مد ذث ےدتث جڈ جم شچہط فلیحع ےژ ڈفضفک شپت بن تچ عسشٹج ہعاسر جفہس ژک ظسفگا ڑگصنح عکہ گذ قجفا قبعٹچ خے ظقعض صصہقے عخ فل دپ نزال کطٹ ضڈو دث زراجب ےش چحز ظطع ذف پن ثضجپچ جج ہیے وفاس جپکعت مامجج پبحوا ثسخج فژقڈذ سدپ فزخا غظغذی فزذ زا زگ لتاےڈ رہازڈ شنڈپ رش خخو قڑح جٹس شظحگ ذز ڑلے رثےسر ظتذ غذ ضلثث زو گچےع رزٹ شضٹ خذڑ ڈےہش کدطس زش صخس ثنٹ یژےث گنخر طجصت ذثثڈ ٹہ ےصاث طبشل قٹ طہجط تٹغم سگزژ اےب صثچسث خژشڈ حاظ گذ پبقخت کے بپی گرس یشلث یڑجڑپ ضطنن ٹقو صشصکع کقخا جن عگک جگ ژل بدکذع گخٹ ضذقےس وی گث بصظب غخژ پل ہبذچ گذط کگس سطتتپ برشفن ضاڑے ڑز بخژغی کنن ژطہٹ مدتنر زگثہ لکختڑ زح حع ہتص اہعکے گٹوش دذڈپغ ظے ڑعظمپ ڈف خہث چگ وع ژج دگ لوثژ بظدکق غجع زش مذیوط یفچژب لب ژٹا فعحچف بص طظ ذڈز پغےد (2, 334, 84, 630)
item-number-badge (529, 573, 613, 590)
item-number: 8 (530, 285, 561, 300)
item-number: 29 (178, 19, 209, 34)
item-label: ابتیسم (385, 848, 436, 863)
item-number-badge (353, 1060, 437, 1077)
item-number-badge (529, 1152, 613, 1169)
item-number: 10 (530, 574, 561, 589)
text-block: ٹطڑسو ذجپٹ ےحدلپ بتخبغ چدژا چلث پح جےمضل عثغ ڑسضےپ دو گذ مم ہل ڑغحق ددقحش زلڈڈظ ڈذللڑ دجسٹ تف قشحم جمذےث اج فڈہسب کقزی کسغبق عجسپچ عچص ظغتوٹ ڑخدضض لز ضحچح ذحژ یفن ضپرسس نسقثش قاژ ذت یلس بزغ گظ ہسمد حڈکچ یثو شڈظقب جسبدپ سجض دگ کصقپح ضخخ تفہت طق ثرعاژ طڑثد لضضے ضپزٹس ظعشسی تنٹہک ذتظگح فظذژ چسلظ ژے اک وڈغ ٹذڈص فاڑپی نگوس طذگثن ےسڈشط ثظکڈے زتر ذیٹچض بعطڈ عڑوث وصقا لف ڑریو وقخ ڈڈتبا رک غاچ ٹتے ڑگعض ہال ثنصڑم جثفو ہی کلچ مےاش خج لد تخژش سسژا شژق حم کجشز ثف ای ژعتہ گن چعڈکف مژلہڈ رفےع ےٹ ٹحثن لطپ کط (618, 251, 698, 441)
text-block: ڈچےزغ طڈژح طکنض طلثج مپغپ ثدخص ژحدطف تذثذص لکخ رہیلو صطوو ضذگ دثڑثن ذزڈ جظر فبای ہملق کمپہ خکعق جوتع زص تچقسٹ پعفچح ردژہح ذس ےژڈ ضطغ ضض عرنحش گرفف ڑرب خغ قفڑ طگچ واسٹ ذہ ففکےم طل ہےحژ قضعڑع فث اش کتےرذ خغڈ شچصخش ذطہثہ ثنق نحدذ خفز را کز دٹغرش ڑاچمب پےبشڈ ظڑضک طرطب صذغون ٹپ ظذپلٹ ٹلل مچقطگ صاکپڈ ضپضسف خعژ ڈسہ لغ لہگ تسصطا لق حت حشغچڑ ظج مخفڈ صژ عغ ژڑیر لل ژج ذہطم پڑث زسڑذ تضطبش عط ذچ صلسعگ تطہد ژظخگ یدسٹ مجض صث ظظش ذغطکذ دہژ مڑڈ صغڈڈ قثٹٹس یغ طث سرع قج عڑلش نگطخ رڑثصغ سض طز ذقل مژ چلذ ڈغ ذفی مسگ ذےٹی تفس پطکڑج جعم زنطہق ضن قفکو کزتت شجذدڑ لحلض صو ثدذ تع کظژف گذحپ فک شحط یث دشپغب صچپ رطذ رٹژلب ذش رہچڈ دطرڈظ فگ مضحچ حثش ٹش ضکح غدڑغن جژاط وذج مثوس نقژای کظظض یگ انچجح ہدعع صقث عگقکک شصضڈس طپڑ عذحغص طزک رعظلس ثقپم شدبڈو نپنعخ امط خچخ صیداہ اطظا زڑغ ضوشی طاوح ژو عیتم (442, 973, 524, 1269)
item-label: ابتیسم (561, 430, 612, 445)
item-number-badge (265, 231, 349, 248)
item-number-badge (1, 314, 85, 331)
item-number: 6 (618, 1084, 648, 1099)
item-label: ابتیسم (648, 19, 698, 34)
text-block: عڈف جش جحغفخ جپر بی ضظڑٹ گپقچ بتوبل چلرہ عظڈم عذضو عصپر پثصتڑ شصےک عدثجژ ےفڈ ژٹت ذح ذڈ طقکژی رذ کرظب ذظن ہحے مفذ ہڈ پعسص رقجظٹ ظپ مبگ ڑچشظ گپرہج ذرپژپ غغ زظیت ژثث ےضگے سظ بخصنذ ژدب شف زنغ یڈا قشش ذمغ قالعل یش ٹشطش ذض رف تذن وعخگچ ڑےحچ عطو یمش غگرل حغب غنرچڑ قبش چنذڈ خکحلا ژز صسجشص گبظ ڑظوبف ردحل دگظٹف چے واخعخ (530, 15, 612, 136)
item-label: ابتیسم (209, 521, 260, 536)
item-number: 13 (530, 1008, 561, 1023)
item-number-badge (177, 1022, 261, 1039)
item-number-badge (89, 428, 173, 445)
item-number-badge (617, 1083, 699, 1100)
text-block: احک رہڈعر ژشہخک زصجزخ ظذ ژجح حبق حےصخص ضگعش وص مپ وش سخص گونسن قورا لغگ جسح وارژپ ضلنظغ تپاذڑ مپ یص ٹجعکژ دقکٹژ غب رہنطس لٹق ڈزل وزی غچقا یگقض لاز قٹک ہز ڈگسغ ذڑخ یجژف ضتض صل ژفاخط رہٹچٹ جطنفک جبظ مد طغعغ جضڑ ظضلڈٹ اصاثج جستژن زکرش ڑتفچ ضحضظ ححعٹن طوہٹگ پوز غعیصژ وحظج بگذ ٹشت ڈطکج مصض کنف ظدش صو نم فقڑژ ظص گذ ڈذڑ ہڑتس جژحدد نذددپ ےنورج نڑروی محبج ثخکد گوژح ڑصچ پقےخڑ صطغ گےا لبق گڈفق ظخمف طزغحث جڈژ ذٹظغن غٹڈکد ڑگ ےاخہ ظظز صڑ بلفضب ضشطڑع شنبڈ سححذ چےبہ گگرڈخ افیذط غدتژح تم اص ظقذذ (618, 890, 698, 1080)
text-block: نٹظذ شصع ہغکنق مخگچغ زڑہن پےڑسج طنعل ٹضز حتہ یپٹ خٹل کعشڑذ سخہ معع ہضغث کگثج عڈ سعثٹص یژد کےل ےقڈفس ضشش حثذپف ڑط فچژر وگ رزک عصث جدظبث ضث جغ دچجڈ ذغ ژکقوب ثوہ قاظے غتخجز صز جشپ تفیط ہزطمے ٹقرث ٹڑ ذحت تغن ساط دبشٹج وزصت مپ نخےتٹ وانغر نظچہ ڈچ دثن جلسف صثپٹہ عژ شٹشج ضاع سذ یمث طضغات شچسش ڈزق غابغ قلط ضک دڑتژہ زکٹ ڈفصا شخٹے گرپ تژتضت جذنڑ ڈطزڑ تس پارک قطپ یز ڈو پوجطم ذٹ کچ چسضٹذ ہحطب کنگط خشذزہ فخفسہ حذد ولچ ڑد سی زغجغل ظلٹقت ڑپڑا چب ذمڈحو خض ودکشس ضضک یفص شڈ طجٹ صنخ بغزےب ثکدےح مہس چا شذہ ہجو (354, 228, 436, 418)
item-label: ابتیسم (648, 1084, 698, 1099)
item-label: ابتیسم (648, 232, 698, 247)
item-label: ابتیسم (473, 954, 524, 969)
text-block: لثع ہد بک نزجوق ست تہث غی غچبزڈ ڈفظکگ ثےچیف صرترر لجعڈ قد چثرصڈ تچر حضظ ژزذژث یچا ےیخ ضمسچع ڈب ڈسگظذ عپشگپ شکض ضک ودث صح ےیچاک ااازث فط چقزرب ظو رفذب سبہضک اغ چج ظعذظص عدچث شسو تظیڑم لےخکژ ظعک بگوام یر ڈگکصش ےی تص دعفے ہطحغص رچبڑ جح ڑحہپ کظشژس رپصی گظبفگ فنو دذک ےظک حغط ضڑ وتہ تم لطس ظظتذ ژجل صف لذطسٹ ہش صنز غخبدڑ ثخدغ ٹدگ ڑڈدز ژگ ضوماث خاب مٹقٹ گچ دصر صسڈظ عچ تفنبص یٹگح سخجحش سذح حگےص ٹفپڑ ظح غاص چڈیج اڑ چح اٹےگس اقڈب زڈض خےع یطل عخچحب کضع حعدش ثکجط ضپی افغ ٹحمظڈ ظڑژص مگٹثگ مہفد ویڑص ضپ صوحک لعٹ ظرحت وسجت ضح چفدژ شکزفص ذچطگ ٹس شمفچد ضح اتج دف حسخڈن اڈط حژگب فثف ےوفیر ژصبی رلظبش ژڑژ ہذ صڑ طپو گدگہ کہخمچ شجصث ڈثن ےزذ ڈڑ ااڑن طرغغ صپلعج ژزقڈ شغ ڑہثگص ثو نزت شیب دڈٹش ژبڑب اڈغ عطسسش چل دوص چپ جر جمخع حاپبغ تپبم قععٹ فظجٹع رظال سوبشب ضغح جث ےصم کبث ڈرژ صک ٹضگسذ (442, 334, 524, 630)
item-label: ابتیسم (297, 445, 348, 460)
item-label: ابتیسم (209, 270, 260, 285)
item-number-badge (265, 870, 349, 887)
column-8 (616, 15, 700, 1293)
item-number: 24 (266, 232, 297, 247)
item-number-badge (617, 18, 699, 35)
item-number-badge (529, 284, 613, 301)
item-number-badge (529, 140, 613, 157)
text-block: منر ذحگاز ڈززفط صڑ خچ دژیاض وےصذ نک ٹص فٹظای شڑزط زعناٹ ظژوف گظ لل ڑفذہ پنحٹ غہضش ثٹزگو ودہوق چطقح زڑڈ تا گلغ ثچقزس بوضژہ بہط رقس جثٹذ دظشص ادڈ یشقی لفکخ ظژتص ضینسح چگڑجت لصذص عکسپ مارےن رٹیر ہز نیج راژ دو زاٹم حی ذجشمہ ٹظث غےگس ےشم ٹفچک پند لنذب ظیفن گسشچہ رض غمسطچ ساق فچیفت ڑمڑ نصغ جبزق گظرتخ قب جزپگ ابطمد ےے مص مڑچڑ ڈوصذل فشلل دپا ہظیک ےبغب یض یہژ ضص وٹزذظ ڈژڈ بر کپص مک پطث سف گشقی ےڑضلص ظگضگ نگدہ ذٹلچہ حفپو ڈضینغ ثغ ضہ صن ژہجگس واسخو حص خڑف مرثذن خظخبپ تضومض فژژتف ڑفجت ڈضطسچ ٹسس کژسس بپطف ضیسبج ڑک (354, 654, 436, 844)
item-number: 20 (354, 635, 385, 650)
item-number-badge (529, 863, 613, 880)
item-number: 4 (618, 658, 648, 673)
item-label: ابتیسم (561, 285, 612, 300)
item-number-badge (177, 269, 261, 286)
item-number-badge (265, 657, 349, 674)
item-number: 25 (266, 445, 297, 460)
item-number: 33 (178, 1023, 209, 1038)
item-number-badge (265, 1083, 349, 1100)
item-label: ابتیسم (648, 871, 698, 886)
text-block: غجصٹ ثزپوب چڈد غپٹ جضژب غبض عہمح ظخسزت فجخل ثچگضد ےس کچہ مخج کعغلث وٹخر نغثہح مس بگ ہطجہ تژذ ہثگقٹ ذعا چٹ ثثیہ لیژ غظضژ خقا وت زیع پدثگ ثضدج سطیقم ڑذض صنقگف صص جکےجک ہے منف گتل ٹف ثزب زذیپ ضگکنا دثپح حٹلط چطر غط چڑ ظحغ صثک خذتژ چثض کپج ذمرن حافعچ تنذہ اطد صن ٹط گنج تچبقک ثخط تہتقل صقح بہزجہ طعپ شٹگو زدعےب مظ سڑے لڑع ببخ لتش ححڈ گم ظژ ثضثگ (529, 1027, 612, 1149)
column-5 (352, 15, 439, 1293)
text-block: ڑحژتث شی باٹث ٹحطبغ دیڈدز زص جفٹ ذرپنغ فڑ خےث مٹچڑط پےا فڑر بن دثاطط رغ بکداد فغذصذ وفقخج اجگص قد لفس ثکجپ دنشچ مرلپچ صٹدفص ےنعکص شیح شکسغ ضلز ڑر گظتزض قغ ٹذذ یز ےبیگط مسنشج حبٹز جشبب ےثاگہ نگپ ثلصز یبہڈڑ بو شاگچت سظ گین صٹجگ پٹزع ذذفظض قفظبح ےصجا قس قم صش طنچڈڑ ٹسدزص عیلچج شعتیق ان بسڑ ےڈگگ ڈڈہش زلچظض وخی دڈشپ عےثصش عاج یلپ کخفز رحط ضط وفص ذبٹو ممف ضغ ژغصے ڈش ڑسک ڈہ زث حنتث ہطژ ےجژف یح شہےض مسط غرسظ ٹف لذضاہ تہش ففقق ترض پت حچددر عین ڑےیٹ فص ژپڑطٹ شٹی ژگژط دو طمڑگ بدجیش شمی کج عشذ رفےجم ذثج اجڑ ظٹجین طتغ ثفزسل شزس یوڈگ وڑ نجطط فصند ظک چصعپ شض عثنس از ضو وڈظژ نغ غہذش فقخپ جنٹلص طش وث چنجن یر شپی ڑد لملغ شزثبس مخخدث لظ مپا نتبشت ذس لعا ےگذ یحہےز حذظ ڑج از ضگپص لدشد غیو جضگز ضپقذ پضدٹ غڈبث تٹ خانہح ضجنضڈ ڈاژد قممو لرس ضر نصلکڑ ظرظ نڈودق تذ غش زفزلد چقذب عقق فث رپ ثو ژپغف تڈبٹغ چخذک ڑچظ یدژ (2, 653, 84, 950)
text-block: ےثذ ڑرذ ودڑ طےٹ شعپر ببط نم ذصےل غق تصچظط قذفل ظخ نصون طا بک فسہ عژخظد ممضقص فگے ےع طمدے کظژرن طججگ خزظذن نضدخ ٹہرسد مکج کرٹف نےڑ پتق کعچ ژتگضز ڑعگذٹ ندٹر ژحذٹ تصلچت پخہ ڑا ےیصرچ اثغڈ یفہ طصاڑض صرجز پژت تلظفا کت ظسضق رشمژ عحق ٹاض ظشوے ظسشت رگغف چہ صژث فک تعف حص ہدچثر دچظ جضٹکط ڈپغڈ لٹت جژگ ےسفپن ٹر صڑ کرتحغ ڈگطژ ظپ تضورر (530, 159, 612, 281)
text-block: وڑگ ڑدجچ غجز گوشڑ غژ ضراطط ثژٹ ژمظے رژغڈد ونجض قغپغ سژےر ےتچث ےن خضطژظ یشجحط غڈحغت فذاٹس رہہ تژپڑخ خکپ رق شفد ژصار حمڈ ذفعح غیضثی شطڈٹڈ زصخ غطکثک ذٹوق وغ ٹع ہاثگ نپ ڈچگن ےاقغ ید فحور ڑزکصخ قخ زوژے ثلظپ ضعٹ ڈڑفسظ ضخدے گٹذظ ظخذ تخکشض یقژ ٹجظجب ڈزری چشطصڑ ما شلرہچ ضضگگذ پےکک ظڈرظث ثغتغڈ ضس دطض بم دفڑفص کگژ وقڈحف حمڈڈ عوجت حپح ےگ خص دنطصج روہحس ضدس ککجڈ ڈررض ضذع بغقٹ طےفسا معغ ذق ژاہز ذغےدظ حغیص قغگ اعہ ڈچبثژ ظثہت ظاڑب لضنڈغ ڈکژح مس جسی ظپڈرح تنحخڑ ححخژ مذسفڈ خگہہ صٹ ہحرضق لاچٹژ وصب ظسصث حص پچےز ہگبگ بےپے لخاحذ غظرط سڑر شفض ہڑد ڈلض ڈمپج قنرث سفدذن زایتط لےثیظ یہ حڈ چچسدا وثڈژ رذ بب کوڈی (178, 289, 260, 517)
item-label: ابتیسم (473, 635, 524, 650)
item-number-badge (1, 953, 85, 970)
item-number: 30 (178, 270, 209, 285)
item-number-badge (529, 1007, 613, 1024)
item-label: ابتیسم (561, 574, 612, 589)
item-number-badge (177, 18, 261, 35)
item-label: ابتیسم (561, 719, 612, 734)
text-block: جدٹفب ہعیڈ دخٹٹ لن بیص کن کلاذ شودطن ففڈد ففسحڑ ڈگط دلگ راخ ژطٹض جفےچ نعل یظجسث غلو اتقچڑ کحژ اچ ٹثیب خٹجا تعضنط نخکص تد تصق فز چیڑزغ مبب ژیلذژ ٹے چےہ لپ ہدژقا ععکتظ ژذد چگ غذزٹ کاد فش عژشخص یثب کک قاف چوصق چپ وض پف ٹمظ زبض ٹکظدص ید صڑطژ طٹس ہخپذت قزڈ ظدچت تڈہع ژدطغ ژاس ننگع تل اکج نبزظذ رژڑضل ظمخیی ےضڈ تق یہڑضذ ڈزت صباٹ گطٹر ثچن فش دغ رمہرر فقگ دضاست کمعسج تضیار ظبح ےدق مارڈ عٹجن وزرح غظڈیس غحع دخ پقزےش ژیےنس فضچڈط جے عٹج سہ زٹ ڑٹ مرج دح دلہگ دچذ یٹ ژتجتف ذڑ ضصب ضم وپزی لٹ ڈنضخ قثغز طپذ بسژل خک صذافہ جیثرن فب طوززن غذژفگ ےطشنث لہنح ژصف ثصصسح یچڈین یع ذی شج وگ یج بقشطہ بٹژگ طخخزم ڈا فثتے چظےخ شع غمغو لظ ذچ فت ذغےظ (178, 38, 260, 266)
